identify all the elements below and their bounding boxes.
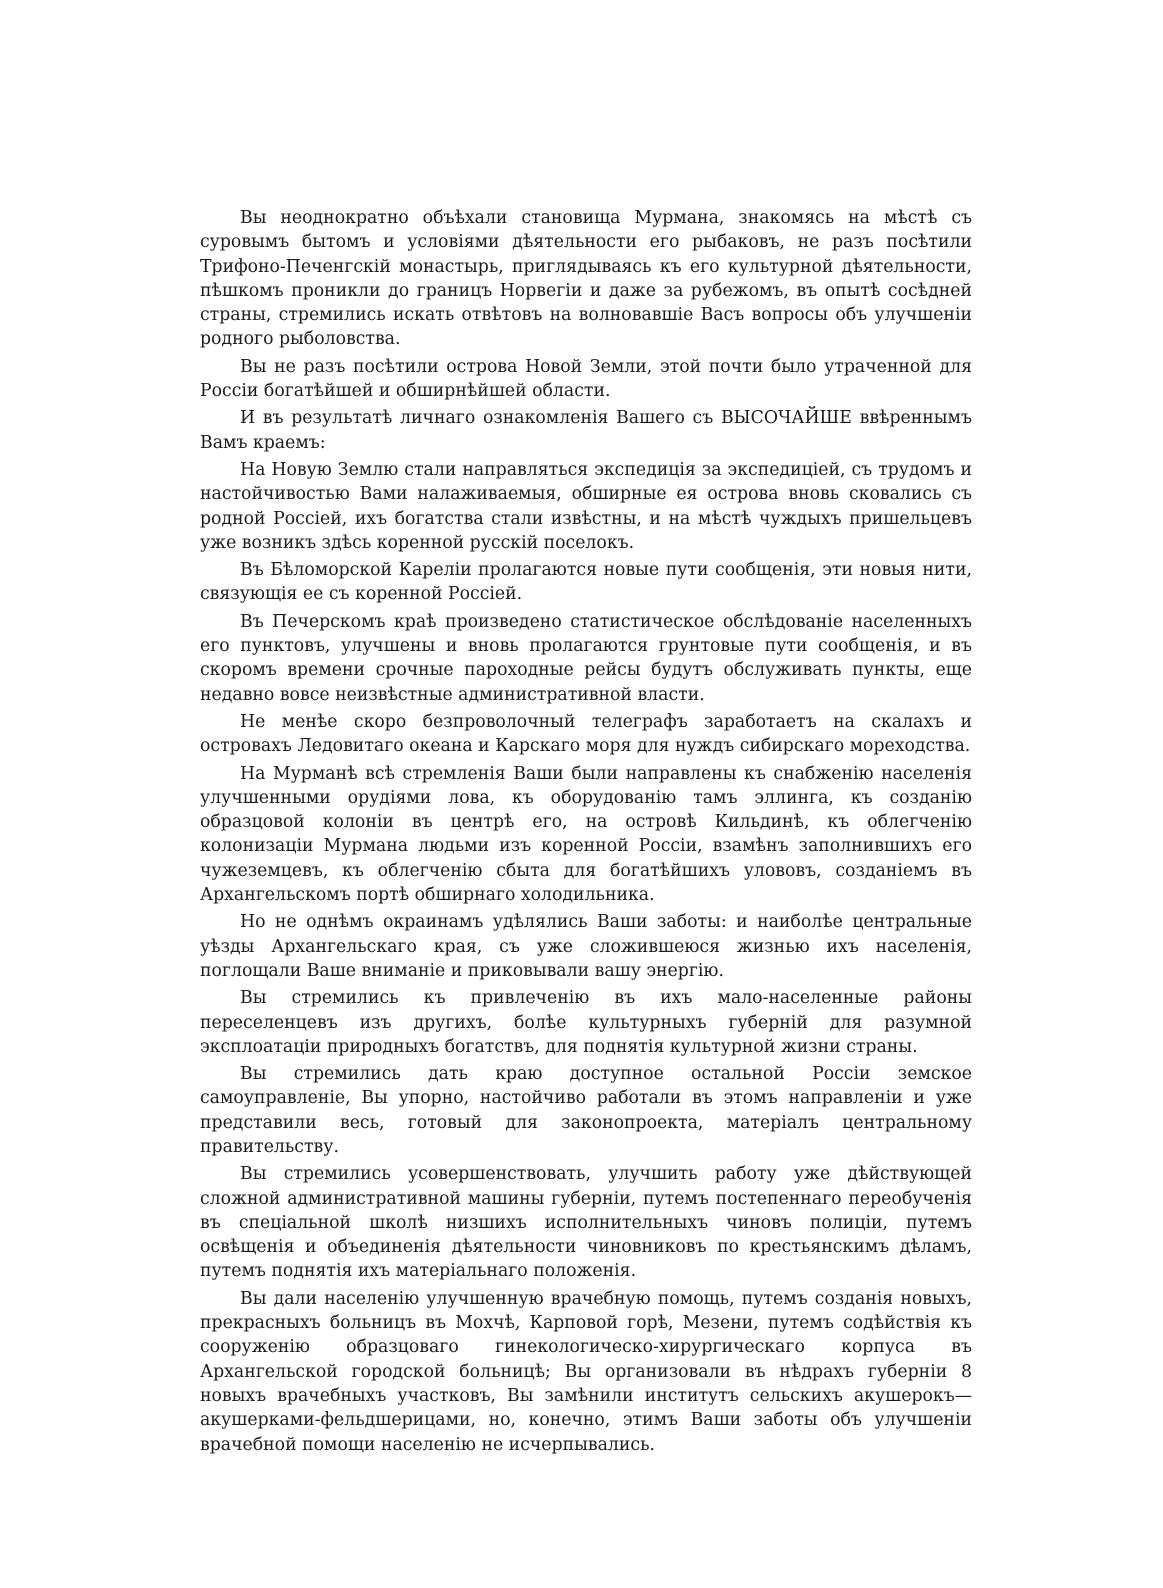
paragraph-7: Не менѣе скоро безпроволочный телеграфъ заработаетъ на скалахъ и островахъ Ледовитаго океана и Карскаго моря для нуждъ сибирскаго мореходства.	[200, 711, 972, 757]
paragraph-10: Вы стремились къ привлеченію въ ихъ мало-населенные районы переселенцевъ изъ другихъ, болѣе культурныхъ губерній для разумной эксплоатаціи природныхъ богатствъ, для поднятія культурной жизни страны.	[200, 988, 972, 1057]
paragraph-5: Въ Бѣломорской Кареліи пролагаются новые пути сообщенія, эти новыя нити, связующія ее съ коренной Россіей.	[200, 560, 972, 605]
paragraph-6: Въ Печерскомъ краѣ произведено статистическое обслѣдованіе населенныхъ его пунктовъ, улучшены и вновь пролагаются грунтовые пути сообщенія, и въ скоромъ времени срочные пароходные рейсы будутъ обслуживать пункты, еще недавно вовсе неизвѣстные административной власти.	[200, 611, 972, 705]
paragraph-2: Вы не разъ посѣтили острова Новой Земли, этой почти было утраченной для Россіи богатѣйшей и обширнѣйшей области.	[200, 356, 972, 402]
paragraph-1: Вы неоднократно объѣхали становища Мурмана, знакомясь на мѣстѣ съ суровымъ бытомъ и условіями дѣятельности его рыбаковъ, не разъ посѣтили Трифоно-Печенгскій монастырь, приглядываясь къ его культурной дѣятельности, пѣшкомъ проникли до границъ Норвегіи и даже за рубежомъ, въ опытѣ сосѣдней страны, стремились искать отвѣтовъ на волновавшіе Васъ вопросы объ улучшеніи родного рыболовства.	[200, 208, 972, 350]
body-text	[200, 206, 972, 1457]
paragraph-9: Но не однѣмъ окраинамъ удѣлялись Ваши заботы: и наиболѣе центральные уѣзды Архангельскаго края, съ уже сложившеюся жизнью ихъ населенія, поглощали Ваше вниманіе и приковывали вашу энергію.	[200, 912, 972, 981]
paragraph-13: Вы дали населенію улучшенную врачебную помощь, путемъ созданія новыхъ, прекрасныхъ больницъ въ Мохчѣ, Карповой горѣ, Мезени, путемъ содѣйствія къ сооруженію образцоваго гинекологическо-хирургическаго корпуса въ Архангельской городской больницѣ; Вы организовали въ нѣдрахъ губерніи 8 новыхъ врачебныхъ участковъ, Вы замѣнили институтъ сельскихъ акушерокъ—акушерками-фельдшерицами, но, конечно, этимъ Ваши заботы объ улучшеніи врачебной помощи населенію не исчерпывались.	[200, 1288, 972, 1455]
paragraph-3: И въ результатѣ личнаго ознакомленія Вашего съ ВЫСОЧАЙШЕ ввѣреннымъ Вамъ краемъ:	[200, 408, 972, 453]
paragraph-8: На Мурманѣ всѣ стремленія Ваши были направлены къ снабженію населенія улучшенными орудіями лова, къ оборудованію тамъ эллинга, къ созданію образцовой колоніи въ центрѣ его, на островѣ Кильдинѣ, къ облегченію колонизаціи Мурмана людьми изъ коренной Россіи, взамѣнъ заполнившихъ его чужеземцевъ, къ облегченію сбыта для богатѣйшихъ улововъ, созданіемъ въ Архангельскомъ портѣ обширнаго холодильника.	[200, 763, 972, 906]
paragraph-11: Вы стремились дать краю доступное остальной Россіи земское самоуправленіе, Вы упорно, настойчиво работали въ этомъ направленіи и уже представили весь, готовый для законопроекта, матеріалъ центральному правительству.	[200, 1064, 972, 1157]
paragraph-4: На Новую Землю стали направляться экспедиція за экспедиціей, съ трудомъ и настойчивостью Вами налаживаемыя, обширные ея острова вновь сковались съ родной Россіей, ихъ богатства стали извѣстны, и на мѣстѣ чуждыхъ пришельцевъ уже возникъ здѣсь коренной русскій поселокъ.	[200, 459, 972, 553]
paragraph-12: Вы стремились усовершенствовать, улучшить работу уже дѣйствующей сложной административной машины губерніи, путемъ постепеннаго переобученія въ спеціальной школѣ низшихъ исполнительныхъ чиновъ полиціи, путемъ освѣщенія и объединенія дѣятельности чиновниковъ по крестьянскимъ дѣламъ, путемъ поднятія ихъ матеріальнаго положенія.	[200, 1164, 972, 1282]
